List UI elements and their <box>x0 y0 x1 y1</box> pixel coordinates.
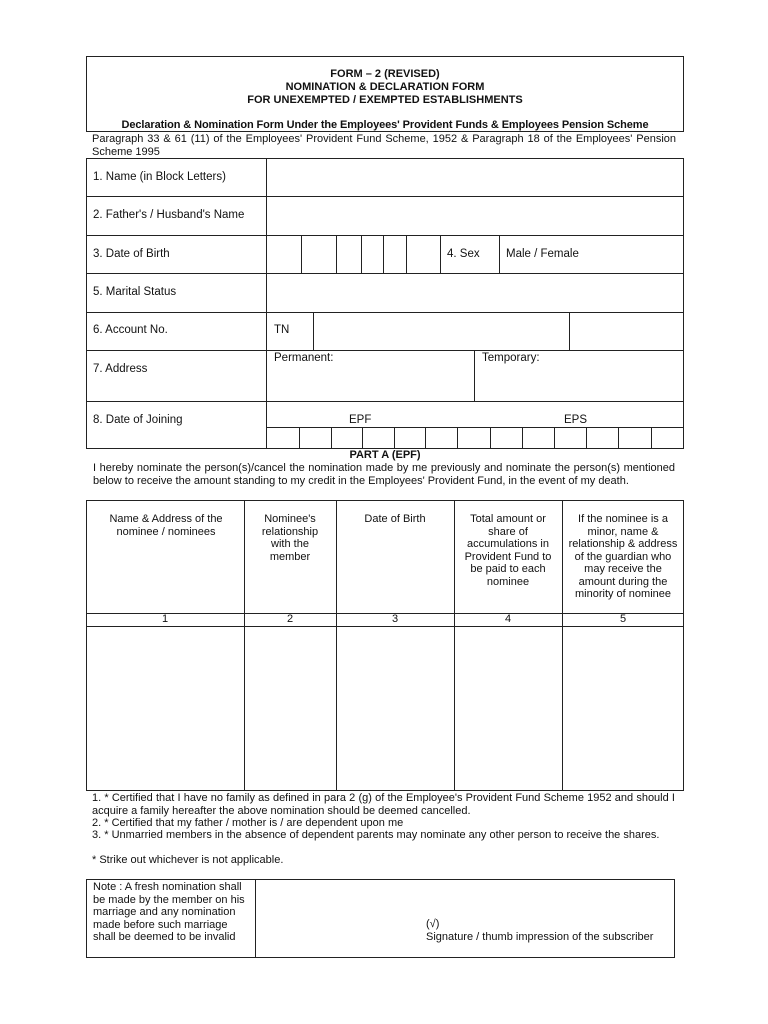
signature-label: Signature / thumb impression of the subscriber <box>426 931 654 943</box>
part-a-text: I hereby nominate the person(s)/cancel the nomination made by me previously and nominate the person(s) mentioned below to receive the amount standing to my credit in the Employees' Provident Fund, in the event of my death. <box>93 462 675 487</box>
tick-mark: (√) <box>426 918 440 930</box>
sex-options[interactable]: Male / Female <box>506 248 579 260</box>
account-number-field[interactable] <box>314 313 569 349</box>
col-header-relationship: Nominee's relationship with the member <box>261 513 319 563</box>
form-subtitle-2: FOR UNEXEMPTED / EXEMPTED ESTABLISHMENTS <box>247 94 523 106</box>
nominee-amount-cell[interactable] <box>455 627 561 790</box>
col-header-guardian: If the nominee is a minor, name & relationship & address of the guardian who may receive the amount during the minority of nominee <box>568 513 678 600</box>
nominee-dob-cell[interactable] <box>337 627 453 790</box>
note-4: * Strike out whichever is not applicable. <box>92 854 284 866</box>
epf-label: EPF <box>349 414 372 426</box>
marital-status-field[interactable] <box>267 274 683 311</box>
col-number-3: 3 <box>391 613 399 625</box>
fresh-nomination-note: Note : A fresh nomination shall be made by the member on his marriage and any nomination made before such marriage shall be deemed to be invalid <box>93 881 245 943</box>
nominee-relationship-cell[interactable] <box>245 627 335 790</box>
dob-label: 3. Date of Birth <box>93 248 170 260</box>
form-paragraph-ref: Paragraph 33 & 61 (11) of the Employees' Provident Fund Scheme, 1952 & Paragraph 18 of the Employees' Pension Scheme 1995 <box>92 133 676 158</box>
joining-date-label: 8. Date of Joining <box>93 414 183 426</box>
col-number-5: 5 <box>619 613 627 625</box>
permanent-address-label: Permanent: <box>274 352 334 364</box>
col-number-1: 1 <box>161 613 169 625</box>
form-title: FORM – 2 (REVISED) <box>330 68 440 80</box>
permanent-address-field[interactable] <box>267 366 473 400</box>
account-prefix: TN <box>274 324 290 336</box>
joining-date-field[interactable] <box>267 428 683 448</box>
col-header-dob: Date of Birth <box>364 513 426 525</box>
signature-field[interactable] <box>256 880 674 916</box>
part-a-title: PART A (EPF) <box>349 449 421 461</box>
col-header-amount: Total amount or share of accumulations in Provident Fund to be paid to each nominee <box>464 513 552 588</box>
nominee-guardian-cell[interactable] <box>563 627 683 790</box>
eps-label: EPS <box>564 414 588 426</box>
note-2: 2. * Certified that my father / mother is / are dependent upon me <box>92 817 404 829</box>
col-header-name-address: Name & Address of the nominee / nominees <box>109 513 223 538</box>
marital-status-label: 5. Marital Status <box>93 286 177 298</box>
form-subtitle-1: NOMINATION & DECLARATION FORM <box>285 81 485 93</box>
sex-label: 4. Sex <box>447 248 480 260</box>
father-name-label: 2. Father's / Husband's Name <box>93 209 245 221</box>
address-label: 7. Address <box>93 363 148 375</box>
col-number-4: 4 <box>504 613 512 625</box>
dob-field[interactable] <box>267 236 440 272</box>
name-label: 1. Name (in Block Letters) <box>93 171 226 183</box>
name-field[interactable] <box>267 159 683 195</box>
temporary-address-label: Temporary: <box>482 352 540 364</box>
note-3: 3. * Unmarried members in the absence of dependent parents may nominate any other person to receive the shares. <box>92 829 660 841</box>
note-1: 1. * Certified that I have no family as defined in para 2 (g) of the Employee's Provident Fund Scheme 1952 and should I acquire a family hereafter the above nomination should be deemed cancelled. <box>92 792 675 817</box>
form-declaration-heading: Declaration & Nomination Form Under the Employees' Provident Funds & Employees Pension Scheme <box>121 119 649 131</box>
nominee-name-cell[interactable] <box>87 627 243 790</box>
temporary-address-field[interactable] <box>475 366 683 400</box>
father-name-field[interactable] <box>267 197 683 234</box>
col-number-2: 2 <box>286 613 294 625</box>
account-label: 6. Account No. <box>93 324 168 336</box>
